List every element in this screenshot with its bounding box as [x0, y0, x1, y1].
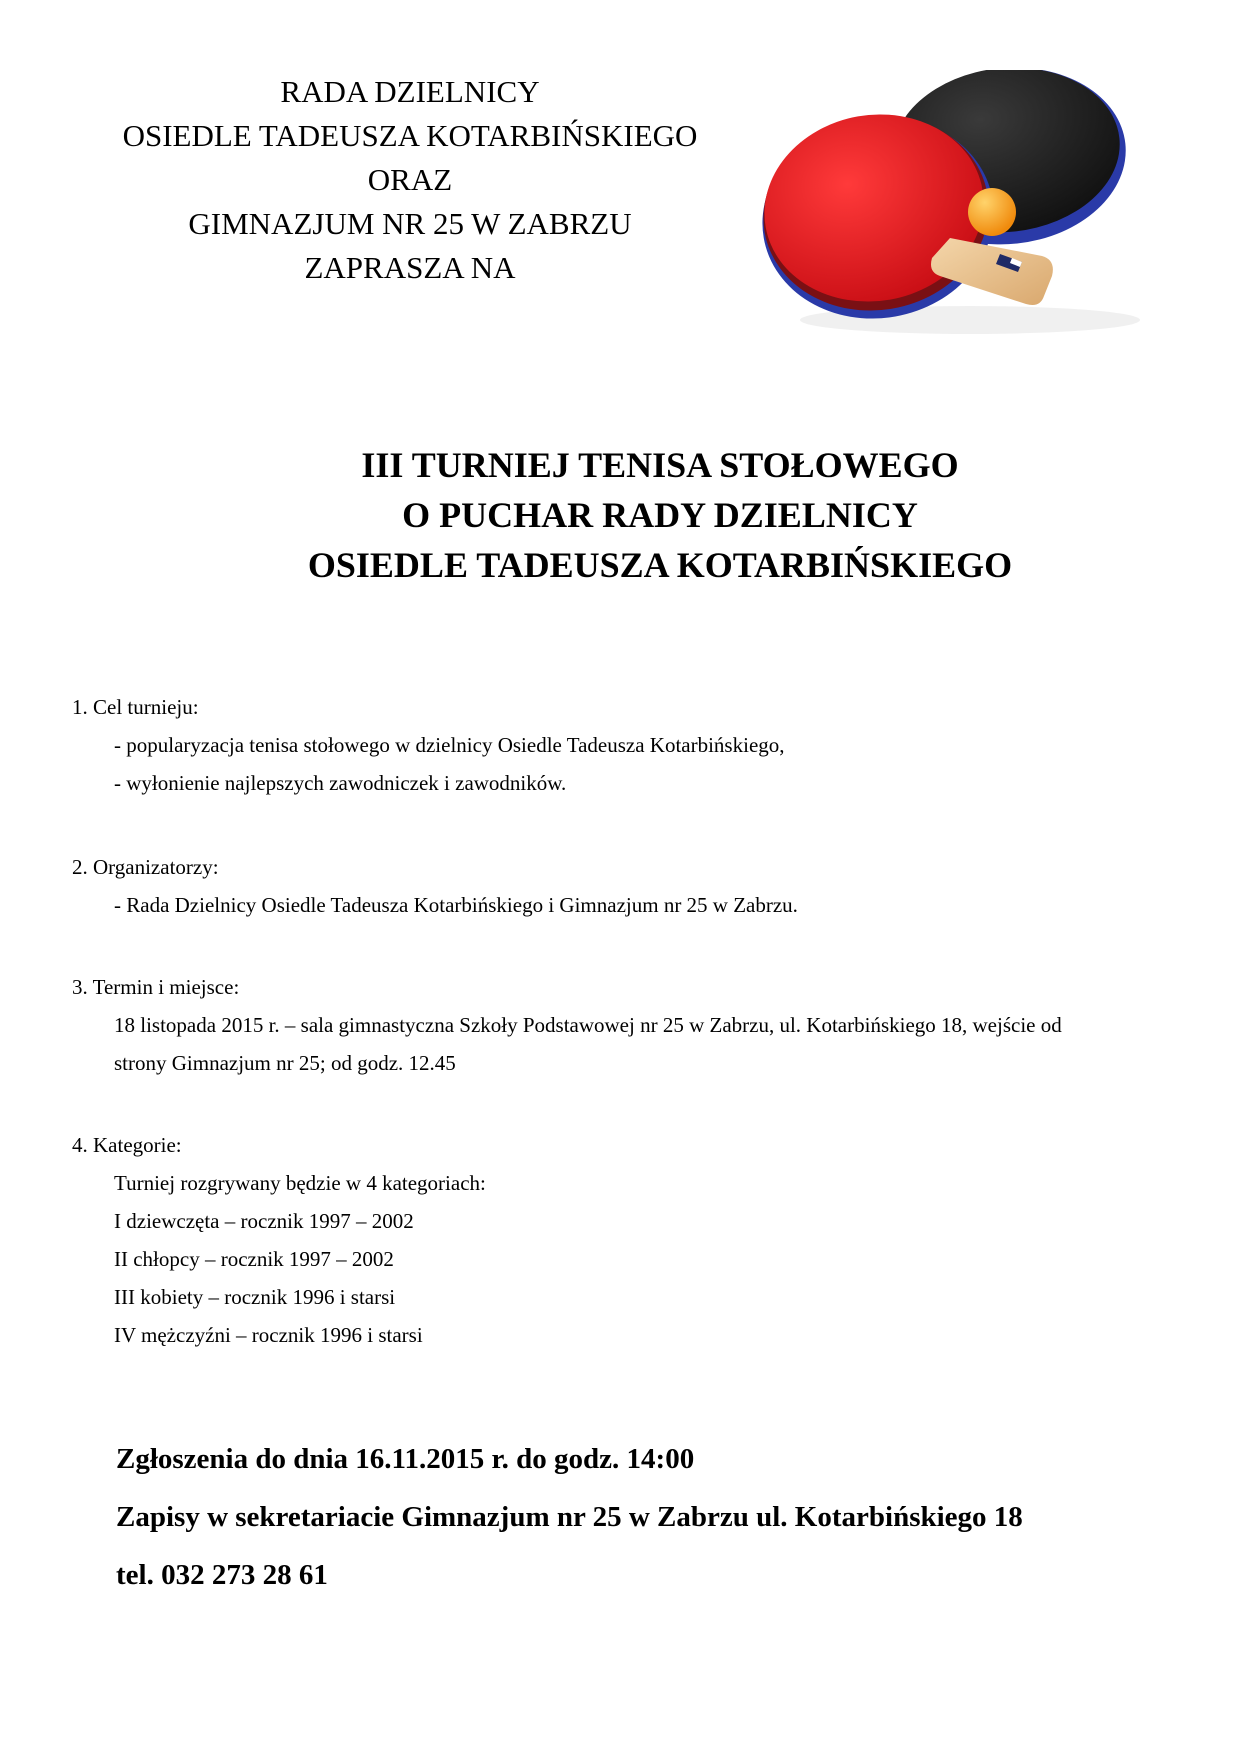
header-line-and: ORAZ — [367, 162, 453, 197]
category-item: III kobiety – rocznik 1996 i starsi — [114, 1285, 396, 1309]
section-heading: 4. Kategorie: — [72, 1133, 182, 1157]
header-line-school: GIMNAZJUM NR 25 W ZABRZU — [188, 206, 632, 241]
section-heading: 1. Cel turnieju: — [72, 695, 199, 719]
registration-info — [116, 1430, 1196, 1604]
table-tennis-paddles-icon — [760, 70, 1180, 355]
header-line-district: OSIEDLE TADEUSZA KOTARBIŃSKIEGO — [122, 118, 698, 153]
section-line: strony Gimnazjum nr 25; od godz. 12.45 — [114, 1051, 456, 1075]
section-categories — [72, 1126, 1192, 1354]
title-line-district: OSIEDLE TADEUSZA KOTARBIŃSKIEGO — [307, 545, 1013, 585]
registration-deadline: Zgłoszenia do dnia 16.11.2015 r. do godz. 14:00 — [116, 1443, 695, 1475]
category-item: I dziewczęta – rocznik 1997 – 2002 — [114, 1209, 414, 1233]
header-line-invites: ZAPRASZA NA — [304, 250, 516, 285]
category-item: II chłopcy – rocznik 1997 – 2002 — [114, 1247, 394, 1271]
tournament-title — [200, 440, 1120, 590]
title-line-cup: O PUCHAR RADY DZIELNICY — [402, 495, 918, 535]
section-line: 18 listopada 2015 r. – sala gimnastyczna Szkoły Podstawowej nr 25 w Zabrzu, ul. Kotarbińskiego 18, wejście od — [114, 1013, 1062, 1037]
registration-place: Zapisy w sekretariacie Gimnazjum nr 25 w Zabrzu ul. Kotarbińskiego 18 — [116, 1501, 1023, 1533]
section-line: - Rada Dzielnicy Osiedle Tadeusza Kotarbińskiego i Gimnazjum nr 25 w Zabrzu. — [114, 893, 798, 917]
title-line-tournament: III TURNIEJ TENISA STOŁOWEGO — [361, 445, 959, 485]
section-line: - wyłonienie najlepszych zawodniczek i zawodników. — [114, 771, 567, 795]
phone-number: tel. 032 273 28 61 — [116, 1559, 328, 1591]
section-line: - popularyzacja tenisa stołowego w dzielnicy Osiedle Tadeusza Kotarbińskiego, — [114, 733, 785, 757]
section-line: Turniej rozgrywany będzie w 4 kategoriach: — [114, 1171, 486, 1195]
section-heading: 3. Termin i miejsce: — [72, 975, 240, 999]
section-goal — [72, 688, 1192, 802]
header-line-council: RADA DZIELNICY — [280, 74, 540, 109]
section-heading: 2. Organizatorzy: — [72, 855, 219, 879]
section-date-place — [72, 968, 1192, 1082]
header-organizers — [60, 70, 760, 290]
category-item: IV mężczyźni – rocznik 1996 i starsi — [114, 1323, 423, 1347]
section-organizers — [72, 848, 1192, 924]
